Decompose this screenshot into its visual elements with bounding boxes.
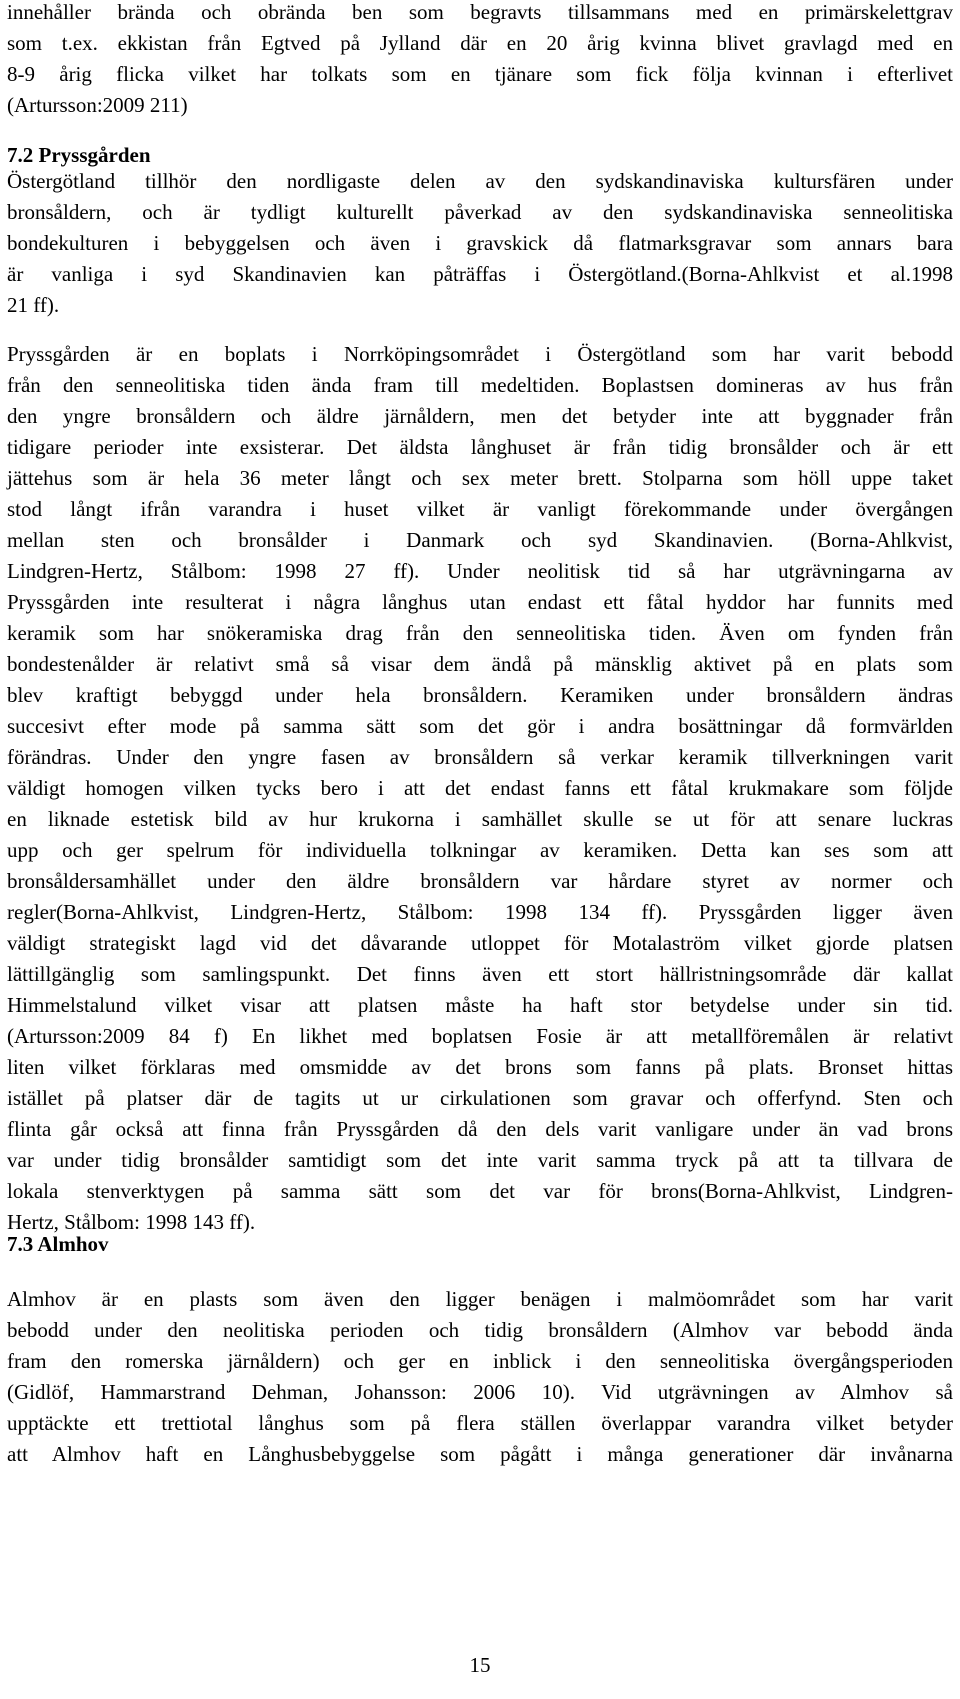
text-line: från den senneolitiska tiden ända fram till medeltiden. Boplastsen domineras av hus från [7, 373, 953, 397]
text-line: bondekulturen i bebyggelsen och även i gravskick då flatmarksgravar som annars bara [7, 231, 953, 255]
intro-paragraph [7, 0, 953, 121]
text-line: (Gidlöf, Hammarstrand Dehman, Johansson: 2006 10). Vid utgrävningen av Almhov så [7, 1380, 953, 1404]
text-line: tidigare perioder inte exsisterar. Det äldsta långhuset är från tidig bronsålder och är ett [7, 435, 953, 459]
section-heading-7-3: 7.3 Almhov [7, 1232, 109, 1256]
text-line: bondestenålder är relativt små så visar dem ändå på mänsklig aktivet på en plats som [7, 652, 953, 676]
text-line: keramik som har snökeramiska drag från den senneolitiska tiden. Även om fynden från [7, 621, 953, 645]
text-line: regler(Borna-Ahlkvist, Lindgren-Hertz, Stålbom: 1998 134 ff). Pryssgården ligger även [7, 900, 953, 924]
text-line: flinta går också att finna från Pryssgården då den dels varit vanligare under än vad brons [7, 1117, 953, 1141]
section-7-2-paragraph-2 [7, 339, 953, 1238]
text-line: som t.ex. ekkistan från Egtved på Jylland där en 20 årig kvinna blivet gravlagd med en [7, 31, 953, 55]
text-line: Lindgren-Hertz, Stålbom: 1998 27 ff). Under neolitisk tid så har utgrävningarna av [7, 559, 953, 583]
text-line: (Artursson:2009 84 f) En likhet med boplatsen Fosie är att metallföremålen är relativt [7, 1024, 953, 1048]
text-line: liten vilket förklaras med omsmidde av det brons som fanns på plats. Bronset hittas [7, 1055, 953, 1079]
section-7-2-paragraph-1 [7, 166, 953, 321]
text-line: lättillgänglig som samlingspunkt. Det finns även ett stort hällristningsområde där kallat [7, 962, 953, 986]
text-line: att Almhov haft en Långhusbebyggelse som pågått i många generationer där invånarna [7, 1442, 953, 1466]
section-7-3-paragraph-1 [7, 1284, 953, 1470]
text-line: bebodd under den neolitiska perioden och tidig bronsåldern (Almhov var bebodd ända [7, 1318, 953, 1342]
text-line: upp och ger spelrum för individuella tolkningar av keramiken. Detta kan ses som att [7, 838, 953, 862]
text-line: succesivt efter mode på samma sätt som det gör i andra bosättningar då formvärlden [7, 714, 953, 738]
page-number: 15 [469, 1653, 491, 1677]
document-page [7, 0, 953, 1699]
text-line: jättehus som är hela 36 meter långt och sex meter brett. Stolparna som höll uppe taket [7, 466, 953, 490]
text-line: förändras. Under den yngre fasen av bronsåldern så verkar keramik tillverkningen varit [7, 745, 953, 769]
text-line: är vanliga i syd Skandinavien kan påträffas i Östergötland.(Borna-Ahlkvist et al.1998 [7, 262, 953, 286]
text-line: bronsåldern, och är tydligt kulturellt påverkad av den sydskandinaviska senneolitiska [7, 200, 953, 224]
text-line: 8-9 årig flicka vilket har tolkats som en tjänare som fick följa kvinnan i efterlivet [7, 62, 953, 86]
text-line: blev kraftigt bebyggd under hela bronsåldern. Keramiken under bronsåldern ändras [7, 683, 953, 707]
text-line: bronsåldersamhället under den äldre bronsåldern var hårdare styret av normer och [7, 869, 953, 893]
text-line: en liknade estetisk bild av hur krukorna i samhället skulle se ut för att senare luckras [7, 807, 953, 831]
text-line: Almhov är en plasts som även den ligger benägen i malmöområdet som har varit [7, 1287, 953, 1311]
text-line: var under tidig bronsålder samtidigt som det inte varit samma tryck på att ta tillvara de [7, 1148, 953, 1172]
text-line: Pryssgården inte resulterat i några långhus utan endast ett fåtal hyddor har funnits med [7, 590, 953, 614]
text-line: (Artursson:2009 211) [7, 93, 188, 117]
text-line: väldigt strategiskt lagd vid det dåvarande utloppet för Motalaström vilket gjorde platsen [7, 931, 953, 955]
text-line: Östergötland tillhör den nordligaste delen av den sydskandinaviska kultursfären under [7, 169, 953, 193]
text-line: väldigt homogen vilken tycks bero i att det endast fanns ett fåtal krukmakare som följde [7, 776, 953, 800]
text-line: innehåller brända och obrända ben som begravts tillsammans med en primärskelettgrav [7, 0, 953, 24]
text-line: Hertz, Stålbom: 1998 143 ff). [7, 1210, 256, 1234]
text-line: mellan sten och bronsålder i Danmark och syd Skandinavien. (Borna-Ahlkvist, [7, 528, 953, 552]
text-line: Himmelstalund vilket visar att platsen måste ha haft stor betydelse under sin tid. [7, 993, 953, 1017]
section-heading-7-2: 7.2 Pryssgården [7, 143, 151, 167]
text-line: den yngre bronsåldern och äldre järnåldern, men det betyder inte att byggnader från [7, 404, 953, 428]
text-line: upptäckte ett trettiotal långhus som på flera ställen överlappar varandra vilket betyder [7, 1411, 953, 1435]
text-line: 21 ff). [7, 293, 60, 317]
text-line: istället på platser där de tagits ut ur cirkulationen som gravar och offerfynd. Sten och [7, 1086, 953, 1110]
text-line: lokala stenverktygen på samma sätt som det var för brons(Borna-Ahlkvist, Lindgren- [7, 1179, 953, 1203]
text-line: stod långt ifrån varandra i huset vilket är vanligt förekommande under övergången [7, 497, 953, 521]
text-line: Pryssgården är en boplats i Norrköpingsområdet i Östergötland som har varit bebodd [7, 342, 953, 366]
text-line: fram den romerska järnåldern) och ger en inblick i den senneolitiska övergångsperioden [7, 1349, 953, 1373]
